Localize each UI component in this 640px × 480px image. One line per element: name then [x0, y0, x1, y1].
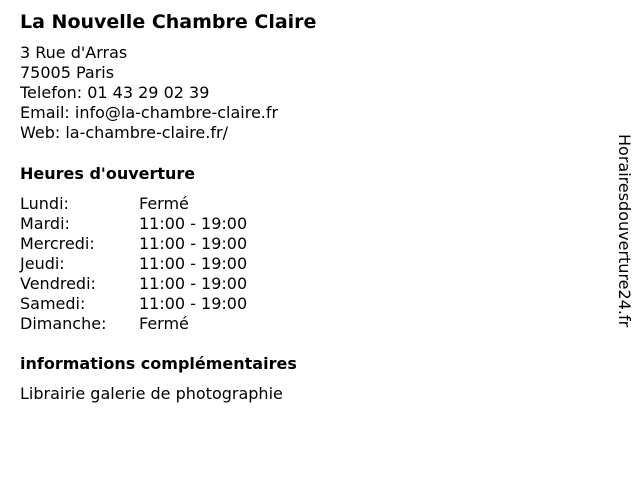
additional-info-heading: informations complémentaires — [20, 354, 297, 373]
time-value: 11:00 - 19:00 — [139, 214, 248, 233]
contact-block — [20, 43, 278, 143]
business-name: La Nouvelle Chambre Claire — [20, 11, 317, 33]
site-watermark: Horairesdouverture24.fr — [615, 134, 634, 328]
opening-hours-heading: Heures d'ouverture — [20, 164, 196, 183]
day-label: Jeudi: — [20, 254, 65, 273]
day-label: Mardi: — [20, 214, 70, 233]
address-street: 3 Rue d'Arras — [20, 43, 128, 62]
day-label: Mercredi: — [20, 234, 95, 253]
day-label: Vendredi: — [20, 274, 96, 293]
address-city: 75005 Paris — [20, 63, 115, 82]
time-value: 11:00 - 19:00 — [139, 294, 248, 313]
day-label: Lundi: — [20, 194, 69, 213]
time-value: Fermé — [139, 314, 189, 333]
time-value: 11:00 - 19:00 — [139, 254, 248, 273]
day-label: Samedi: — [20, 294, 86, 313]
website-line: Web: la-chambre-claire.fr/ — [20, 123, 228, 142]
phone-line: Telefon: 01 43 29 02 39 — [20, 83, 210, 102]
additional-info-text: Librairie galerie de photographie — [20, 384, 283, 403]
email-line: Email: info@la-chambre-claire.fr — [20, 103, 279, 122]
time-value: Fermé — [139, 194, 189, 213]
time-value: 11:00 - 19:00 — [139, 274, 248, 293]
day-label: Dimanche: — [20, 314, 107, 333]
time-value: 11:00 - 19:00 — [139, 234, 248, 253]
